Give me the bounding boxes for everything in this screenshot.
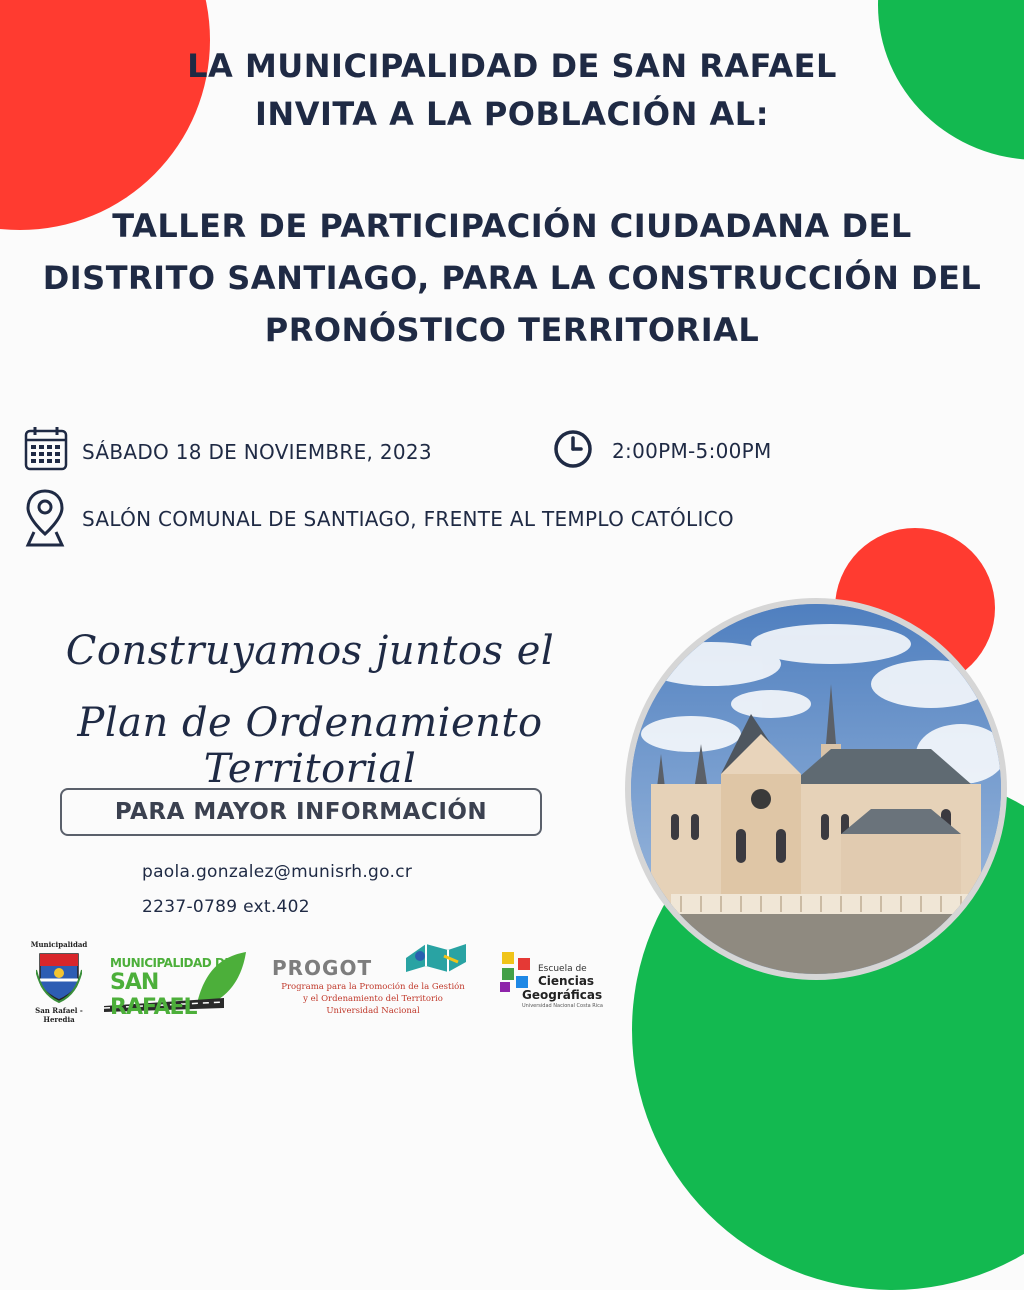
progot-name: PROGOT <box>272 956 373 980</box>
progot-sub-2: y el Ordenamiento del Territorio <box>303 994 443 1004</box>
progot-map-icon <box>404 940 470 976</box>
calendar-icon <box>24 425 68 471</box>
clock-icon <box>553 429 593 469</box>
ecg-line-1: Escuela de <box>538 964 587 974</box>
ecg-line-4: Universidad Nacional Costa Rica <box>522 1003 603 1009</box>
church-photo <box>625 598 1007 980</box>
event-title-line-2: DISTRITO SANTIAGO, PARA LA CONSTRUCCIÓN DEL <box>42 259 982 297</box>
ecg-line-2: Ciencias <box>538 974 595 988</box>
brand-line-2: SAN RAFAEL <box>110 970 197 1020</box>
slogan-line-1: Construyamos juntos el <box>65 628 555 674</box>
event-title <box>0 200 1024 356</box>
progot-logo <box>258 940 488 1020</box>
progot-sub-3: Universidad Nacional <box>326 1006 420 1016</box>
event-title-line-1: TALLER DE PARTICIPACIÓN CIUDADANA DEL <box>112 207 912 245</box>
contact-email: paola.gonzalez@munisrh.go.cr <box>142 862 413 882</box>
seal-bottom-text: San Rafael - Heredia <box>35 1006 83 1024</box>
church-illustration <box>631 604 1001 974</box>
heading-line-1: LA MUNICIPALIDAD DE SAN RAFAEL <box>187 47 837 85</box>
invitation-heading <box>0 42 1024 138</box>
event-location: SALÓN COMUNAL DE SANTIAGO, FRENTE AL TEMPLO CATÓLICO <box>82 507 734 531</box>
map-pin-icon <box>24 488 66 548</box>
escuela-ciencias-geograficas-logo <box>498 950 628 1010</box>
slogan-line-2: Plan de Ordenamiento Territorial <box>77 700 543 792</box>
heading-line-2: INVITA A LA POBLACIÓN AL: <box>255 95 769 133</box>
municipalidad-san-rafael-logo <box>104 948 246 1020</box>
event-title-line-3: PRONÓSTICO TERRITORIAL <box>264 311 760 349</box>
ecg-line-3: Geográficas <box>522 988 603 1002</box>
more-info-banner: PARA MAYOR INFORMACIÓN <box>60 788 542 836</box>
contact-phone: 2237-0789 ext.402 <box>142 897 310 917</box>
event-time: 2:00PM-5:00PM <box>612 439 772 463</box>
coat-of-arms-icon <box>36 950 82 1004</box>
seal-top-text: Municipalidad <box>30 940 88 949</box>
event-date: SÁBADO 18 DE NOVIEMBRE, 2023 <box>82 440 432 464</box>
municipal-seal-logo <box>22 940 96 1024</box>
progot-sub-1: Programa para la Promoción de la Gestión <box>281 982 465 992</box>
brand-line-1: MUNICIPALIDAD DE <box>110 956 233 970</box>
